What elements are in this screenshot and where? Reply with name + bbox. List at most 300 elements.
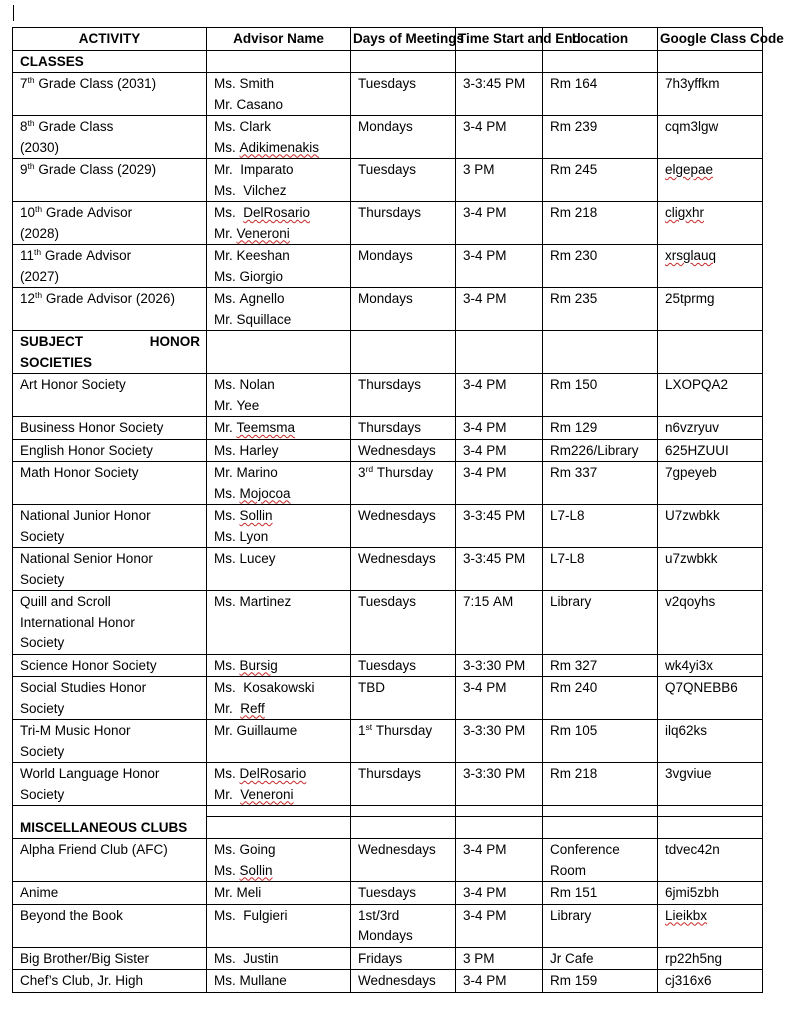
time-cell [456, 763, 543, 806]
empty-cell [543, 806, 658, 817]
advisor-cell-line: Ms. DelRosario [214, 766, 307, 781]
activity-cell-line: Business Honor Society [20, 420, 164, 435]
days-cell [351, 839, 456, 882]
time-cell-line: 3-4 PM [463, 205, 507, 220]
time-cell [456, 439, 543, 462]
advisor-cell-line: Ms. Mojocoa [214, 485, 291, 501]
time-cell [456, 116, 543, 159]
code-cell [658, 654, 763, 677]
location-cell-line: Jr Cafe [550, 950, 594, 966]
table-row [13, 591, 763, 655]
advisor-cell-line: Ms. Mullane [214, 973, 287, 988]
days-cell-line: 3rd Thursday [358, 464, 434, 480]
table-row [13, 245, 763, 288]
advisor-cell-line: Mr. Veneroni [214, 225, 290, 241]
activity-cell-line: (2028) [20, 225, 60, 241]
time-cell-line: 3-3:45 PM [463, 508, 526, 523]
empty-cell [658, 806, 763, 817]
activity-cell [13, 839, 207, 882]
activity-cell [13, 882, 207, 905]
days-cell [351, 417, 456, 440]
days-cell-line: Wednesdays [358, 508, 436, 523]
advisor-cell [207, 882, 351, 905]
advisor-cell-line: Mr. Yee [214, 397, 260, 413]
advisor-cell [207, 288, 351, 331]
code-cell [658, 245, 763, 288]
time-cell-line: 3-4 PM [463, 442, 507, 458]
code-cell-line: 6jmi5zbh [665, 885, 720, 900]
empty-cell [13, 806, 207, 817]
location-cell [543, 245, 658, 288]
advisor-cell-line: Ms. Going [214, 842, 276, 857]
location-cell [543, 548, 658, 591]
advisor-cell-line: Ms. Giorgio [214, 268, 284, 284]
code-cell [658, 202, 763, 245]
time-cell-line: 3-4 PM [463, 291, 507, 306]
location-cell-line: Rm 150 [550, 377, 598, 392]
days-cell-line: 1st/3rd [358, 907, 400, 923]
code-cell [658, 505, 763, 548]
code-cell-line: u7zwbkk [665, 551, 718, 566]
advisor-cell-line: Ms. Nolan [214, 377, 275, 392]
section-row [13, 817, 763, 839]
empty-cell [351, 331, 456, 374]
table-row [13, 202, 763, 245]
days-cell-line: Tuesdays [358, 162, 417, 177]
code-cell-line: Q7QNEBB6 [665, 680, 738, 695]
days-cell-line: Thursdays [358, 766, 422, 781]
table-row [13, 505, 763, 548]
time-cell-line: 3-4 PM [463, 119, 507, 134]
header-row [13, 28, 763, 51]
time-cell [456, 720, 543, 763]
advisor-cell-line: Ms. Sollin [214, 862, 273, 878]
empty-cell [207, 50, 351, 73]
code-cell-line: Lieikbx [665, 907, 708, 923]
time-cell-line: 3-4 PM [463, 842, 507, 857]
location-cell-line: Library [550, 907, 592, 923]
code-cell [658, 970, 763, 993]
code-cell-line: cqm3lgw [665, 119, 719, 134]
activity-cell-line: National Senior Honor [20, 551, 153, 566]
code-cell [658, 763, 763, 806]
activity-cell [13, 720, 207, 763]
code-cell [658, 548, 763, 591]
advisor-cell-line: Mr. Marino [214, 465, 278, 480]
location-cell [543, 116, 658, 159]
activity-cell-line: World Language Honor [20, 766, 160, 781]
advisor-cell-line: Ms. Lyon [214, 528, 269, 544]
activity-cell-line: English Honor Society [20, 442, 153, 458]
advisor-cell [207, 159, 351, 202]
section-row [13, 331, 763, 374]
section-title-line: MISCELLANEOUS CLUBS [20, 819, 188, 835]
location-cell [543, 882, 658, 905]
days-cell [351, 654, 456, 677]
location-cell-line: L7-L8 [550, 508, 585, 523]
days-cell-line: Tuesdays [358, 76, 417, 91]
advisor-cell [207, 970, 351, 993]
table-row [13, 904, 763, 947]
activity-cell-line: Society [20, 786, 65, 802]
advisor-cell-line: Ms. Sollin [214, 508, 273, 523]
section-title [13, 817, 207, 839]
advisor-cell [207, 505, 351, 548]
location-cell [543, 720, 658, 763]
advisor-cell-line: Ms. Adikimenakis [214, 139, 320, 155]
advisor-cell-line: Ms. Vilchez [214, 182, 287, 198]
activity-cell-line: Tri-M Music Honor [20, 723, 131, 738]
location-cell-line: Room [550, 862, 587, 878]
activity-cell-line: Alpha Friend Club (AFC) [20, 842, 168, 857]
days-cell [351, 677, 456, 720]
days-cell [351, 970, 456, 993]
location-cell-line: Rm 239 [550, 119, 598, 134]
location-cell [543, 439, 658, 462]
time-cell [456, 462, 543, 505]
days-cell [351, 73, 456, 116]
code-cell [658, 73, 763, 116]
section-title [13, 331, 207, 374]
days-cell-line: Tuesdays [358, 657, 417, 673]
table-row [13, 677, 763, 720]
code-cell [658, 462, 763, 505]
time-cell-line: 3-3:30 PM [463, 766, 526, 781]
location-cell-line: Rm 164 [550, 76, 598, 91]
activity-cell-line: 7th Grade Class (2031) [20, 75, 157, 91]
table-row [13, 970, 763, 993]
days-cell [351, 591, 456, 655]
activity-cell [13, 947, 207, 970]
activity-cell-line: 10th Grade Advisor [20, 204, 133, 220]
table-body [13, 50, 763, 992]
activity-cell-line: Science Honor Society [20, 657, 157, 673]
days-cell [351, 548, 456, 591]
days-cell [351, 159, 456, 202]
advisor-cell-line: Ms. Smith [214, 76, 275, 91]
table-row [13, 763, 763, 806]
location-cell-line: Rm 151 [550, 885, 598, 900]
header-location: Location [543, 28, 658, 51]
location-cell [543, 505, 658, 548]
days-cell-line: Tuesdays [358, 594, 417, 609]
location-cell [543, 73, 658, 116]
empty-cell [456, 331, 543, 374]
code-cell-line: n6vzryuv [665, 420, 720, 435]
empty-cell [207, 331, 351, 374]
time-cell [456, 374, 543, 417]
location-cell [543, 654, 658, 677]
code-cell [658, 904, 763, 947]
code-cell-line: cj316x6 [665, 973, 712, 988]
empty-cell [456, 817, 543, 839]
empty-cell [456, 806, 543, 817]
activity-cell-line: 11th Grade Advisor [20, 247, 132, 263]
days-cell [351, 904, 456, 947]
days-cell [351, 116, 456, 159]
table-row [13, 654, 763, 677]
time-cell-line: 3-4 PM [463, 885, 507, 900]
time-cell [456, 288, 543, 331]
days-cell-line: Mondays [358, 928, 413, 943]
days-cell [351, 720, 456, 763]
code-cell [658, 374, 763, 417]
time-cell-line: 3-4 PM [463, 973, 507, 988]
time-cell-line: 3-4 PM [463, 465, 507, 480]
days-cell [351, 763, 456, 806]
advisor-cell-line: Mr. Casano [214, 96, 284, 112]
days-cell-line: Wednesdays [358, 442, 436, 458]
activity-cell [13, 202, 207, 245]
location-cell [543, 839, 658, 882]
activity-cell [13, 439, 207, 462]
advisor-cell-line: Ms. Fulgieri [214, 907, 288, 923]
activity-cell-line: 8th Grade Class [20, 118, 114, 134]
code-cell-line: 7gpeyeb [665, 465, 717, 480]
location-cell-line: Rm 129 [550, 420, 598, 435]
days-cell-line: Thursdays [358, 377, 422, 392]
location-cell [543, 677, 658, 720]
time-cell-line: 3 PM [463, 950, 495, 966]
activities-table [12, 27, 784, 993]
location-cell [543, 374, 658, 417]
empty-cell [351, 50, 456, 73]
days-cell-line: Mondays [358, 248, 413, 263]
advisor-cell-line: Ms. Agnello [214, 291, 285, 306]
location-cell [543, 288, 658, 331]
code-cell-line: elgepae [665, 162, 714, 177]
advisor-cell [207, 763, 351, 806]
advisor-cell [207, 245, 351, 288]
time-cell-line: 3-3:45 PM [463, 551, 526, 566]
advisor-cell [207, 417, 351, 440]
activity-cell-line: Math Honor Society [20, 465, 139, 480]
time-cell [456, 677, 543, 720]
advisor-cell-line: Ms. Bursig [214, 657, 278, 673]
time-cell [456, 970, 543, 993]
time-cell-line: 3-4 PM [463, 377, 507, 392]
code-cell [658, 439, 763, 462]
activity-cell-line: (2030) [20, 139, 60, 155]
code-cell-line: wk4yi3x [665, 657, 714, 673]
advisor-cell-line: Mr. Veneroni [214, 786, 294, 802]
table-row [13, 116, 763, 159]
advisor-cell [207, 947, 351, 970]
advisor-cell [207, 677, 351, 720]
code-cell [658, 417, 763, 440]
code-cell [658, 720, 763, 763]
empty-cell [658, 331, 763, 374]
days-cell-line: Fridays [358, 950, 403, 966]
code-cell-line: 25tprmg [665, 291, 715, 306]
days-cell [351, 505, 456, 548]
section-title [13, 50, 207, 73]
time-cell [456, 904, 543, 947]
code-cell-line: ilq62ks [665, 723, 708, 738]
advisor-cell-line: Mr. Squillace [214, 311, 292, 327]
advisor-cell-line: Mr. Guillaume [214, 723, 298, 738]
activity-cell-line: 9th Grade Class (2029) [20, 161, 157, 177]
table-row [13, 548, 763, 591]
text-cursor [13, 5, 14, 21]
days-cell-line: Thursdays [358, 420, 422, 435]
time-cell [456, 417, 543, 440]
activity-cell-line: (2027) [20, 268, 60, 284]
advisor-cell [207, 439, 351, 462]
header-activity: ACTIVITY [13, 28, 207, 51]
time-cell [456, 245, 543, 288]
advisor-cell [207, 839, 351, 882]
days-cell [351, 245, 456, 288]
advisor-cell [207, 202, 351, 245]
time-cell-line: 3-3:45 PM [463, 76, 526, 91]
code-cell-line: tdvec42n [665, 842, 720, 857]
code-cell [658, 288, 763, 331]
location-cell-line: Rm 218 [550, 205, 598, 220]
header-days: Days of Meetings [351, 28, 456, 51]
time-cell [456, 839, 543, 882]
code-cell-line: rp22h5ng [665, 950, 723, 966]
code-cell-line: 7h3yffkm [665, 76, 720, 91]
advisor-cell-line: Mr. Keeshan [214, 248, 290, 263]
advisor-cell [207, 591, 351, 655]
activity-cell [13, 116, 207, 159]
table-row [13, 417, 763, 440]
activity-cell-line: Society [20, 571, 65, 587]
code-cell [658, 159, 763, 202]
days-cell-line: TBD [358, 680, 385, 695]
empty-cell [543, 50, 658, 73]
time-cell-line: 3-4 PM [463, 420, 507, 435]
activity-cell [13, 245, 207, 288]
code-cell-line: xrsglauq [665, 248, 717, 263]
code-cell-line: v2qoyhs [665, 594, 716, 609]
advisor-cell-line: Ms. Justin [214, 950, 279, 966]
activity-cell [13, 159, 207, 202]
days-cell-line: Mondays [358, 119, 413, 134]
location-cell-line: Rm 159 [550, 973, 598, 988]
advisor-cell-line: Ms. DelRosario [214, 205, 311, 220]
empty-cell [658, 817, 763, 839]
location-cell [543, 462, 658, 505]
activity-cell-line: National Junior Honor [20, 508, 151, 523]
location-cell-line: L7-L8 [550, 551, 585, 566]
activity-cell [13, 73, 207, 116]
activity-cell-line: Beyond the Book [20, 907, 123, 923]
activity-cell-line: Anime [20, 885, 59, 900]
activity-cell [13, 505, 207, 548]
time-cell-line: 3-4 PM [463, 680, 507, 695]
location-cell-line: Rm 230 [550, 248, 598, 263]
empty-cell [456, 50, 543, 73]
spacer-row [13, 806, 763, 817]
days-cell [351, 947, 456, 970]
activity-cell [13, 904, 207, 947]
empty-cell [351, 806, 456, 817]
activity-cell [13, 677, 207, 720]
days-cell [351, 374, 456, 417]
header-code: Google Class Code [658, 28, 763, 51]
table-row [13, 374, 763, 417]
location-cell [543, 159, 658, 202]
code-cell-line: 625HZUUI [665, 442, 729, 458]
table-row [13, 288, 763, 331]
table-row [13, 720, 763, 763]
advisor-cell [207, 720, 351, 763]
advisor-cell [207, 462, 351, 505]
activity-cell-line: Quill and Scroll [20, 594, 111, 609]
table-row [13, 159, 763, 202]
location-cell-line: Rm 218 [550, 766, 598, 781]
table-row [13, 947, 763, 970]
location-cell [543, 763, 658, 806]
advisor-cell [207, 116, 351, 159]
activity-cell-line: Chef’s Club, Jr. High [20, 973, 144, 988]
location-cell [543, 202, 658, 245]
time-cell [456, 882, 543, 905]
section-title-line: CLASSES [20, 53, 84, 69]
empty-cell [207, 817, 351, 839]
location-cell-line: Rm 327 [550, 657, 598, 673]
location-cell [543, 947, 658, 970]
days-cell-line: Tuesdays [358, 885, 417, 900]
days-cell-line: Thursdays [358, 205, 422, 220]
location-cell-line: Rm 337 [550, 465, 598, 480]
section-title-line: SUBJECT HONOR [20, 334, 200, 349]
days-cell [351, 882, 456, 905]
activity-cell-line: Social Studies Honor [20, 680, 147, 695]
location-cell [543, 417, 658, 440]
days-cell [351, 288, 456, 331]
advisor-cell [207, 73, 351, 116]
code-cell-line: U7zwbkk [665, 508, 720, 523]
advisor-cell-line: Ms. Martinez [214, 594, 292, 609]
header-time: Time Start and End [456, 28, 543, 51]
table-row [13, 439, 763, 462]
advisor-cell-line: Mr. Imparato [214, 162, 294, 177]
time-cell-line: 3-3:30 PM [463, 657, 526, 673]
code-cell [658, 882, 763, 905]
time-cell-line: 3-4 PM [463, 907, 507, 923]
code-cell [658, 116, 763, 159]
activity-cell-line: 12th Grade Advisor (2026) [20, 290, 175, 306]
activity-cell-line: Society [20, 743, 65, 759]
days-cell-line: Wednesdays [358, 551, 436, 566]
time-cell [456, 505, 543, 548]
advisor-cell [207, 548, 351, 591]
activity-cell [13, 763, 207, 806]
table-row [13, 73, 763, 116]
empty-cell [658, 50, 763, 73]
days-cell [351, 202, 456, 245]
advisor-cell-line: Ms. Lucey [214, 551, 276, 566]
activity-cell [13, 591, 207, 655]
location-cell-line: Library [550, 594, 592, 609]
activity-cell-line: International Honor [20, 614, 135, 630]
section-title-line: SOCIETIES [20, 354, 93, 370]
empty-cell [543, 817, 658, 839]
activity-cell-line: Art Honor Society [20, 377, 126, 392]
location-cell-line: Rm226/Library [550, 442, 639, 458]
code-cell-line: LXOPQA2 [665, 377, 729, 392]
location-cell-line: Rm 105 [550, 723, 598, 738]
advisor-cell-line: Mr. Reff [214, 700, 265, 716]
time-cell [456, 654, 543, 677]
advisor-cell [207, 654, 351, 677]
time-cell-line: 3-3:30 PM [463, 723, 526, 738]
time-cell [456, 73, 543, 116]
location-cell-line: Conference [550, 842, 620, 857]
